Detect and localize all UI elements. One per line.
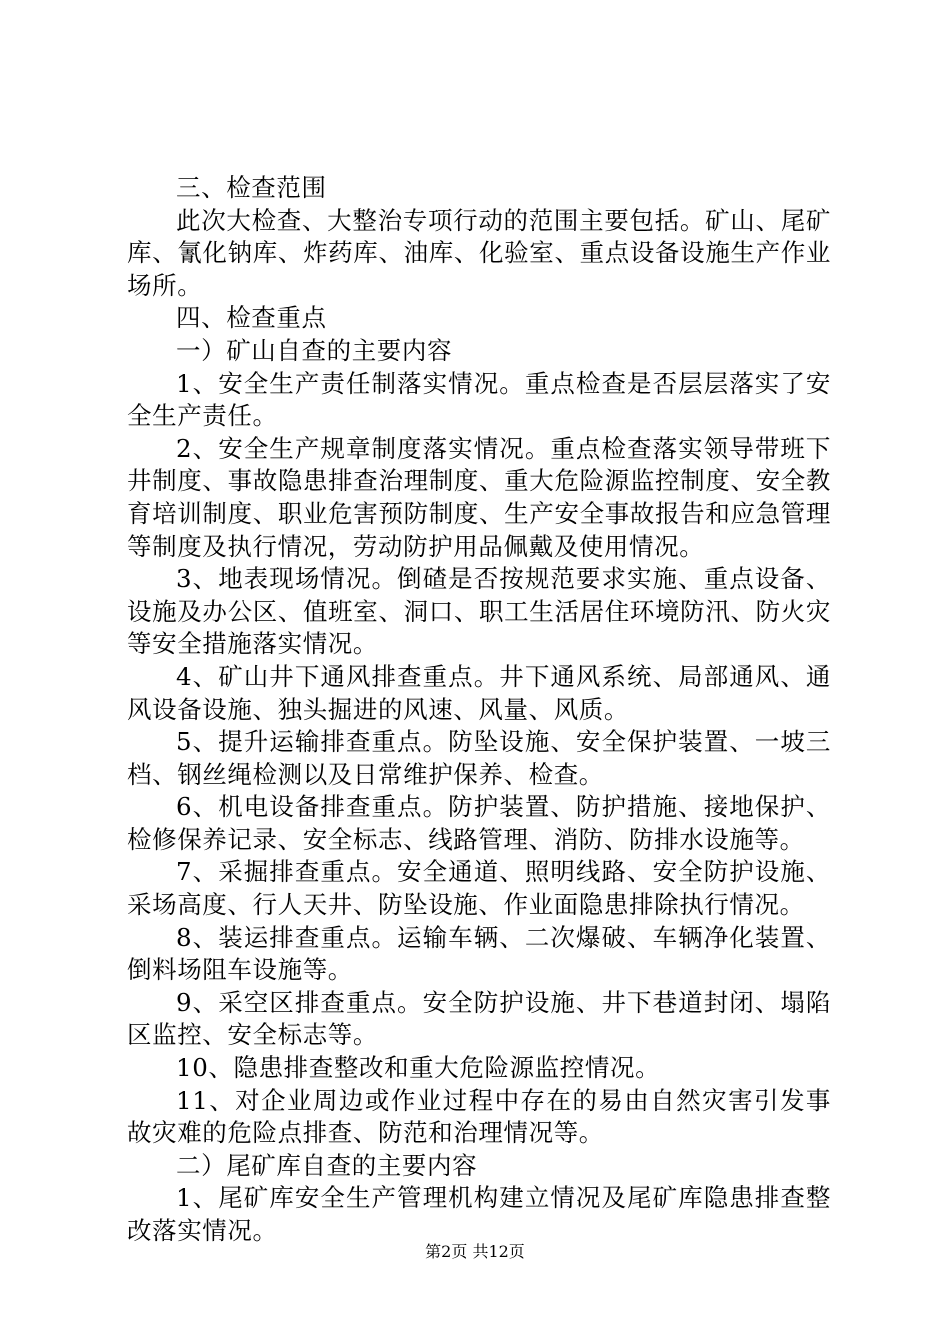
document-body	[127, 172, 831, 1248]
subheading-tailings: 二）尾矿库自查的主要内容	[176, 1150, 478, 1180]
list-item: 1、尾矿库安全生产管理机构建立情况及尾矿库隐患排查整改落实情况。	[127, 1183, 831, 1245]
list-item: 2、安全生产规章制度落实情况。重点检查落实领导带班下井制度、事故隐患排查治理制度、重大危险源监控制度、安全教育培训制度、职业危害预防制度、生产安全事故报告和应急管理等制度及执行情况，劳动防护用品佩戴及使用情况。	[127, 433, 831, 561]
list-item: 11、对企业周边或作业过程中存在的易由自然灾害引发事故灾难的危险点排查、防范和治理情况等。	[127, 1085, 831, 1148]
list-item: 4、矿山井下通风排查重点。井下通风系统、局部通风、通风设备设施、独头掘进的风速、风量、风质。	[127, 661, 831, 724]
paragraph-scope: 此次大检查、大整治专项行动的范围主要包括。矿山、尾矿库、氰化钠库、炸药库、油库、化验室、重点设备设施生产作业场所。	[127, 205, 831, 300]
list-item: 10、隐患排查整改和重大危险源监控情况。	[176, 1053, 661, 1083]
list-item: 3、地表现场情况。倒碴是否按规范要求实施、重点设备、设施及办公区、值班室、洞口、职工生活居住环境防汛、防火灾等安全措施落实情况。	[127, 564, 831, 659]
list-item: 6、机电设备排查重点。防护装置、防护措施、接地保护、检修保养记录、安全标志、线路管理、消防、防排水设施等。	[127, 792, 831, 854]
list-item: 1、安全生产责任制落实情况。重点检查是否层层落实了安全生产责任。	[127, 368, 831, 431]
list-item: 5、提升运输排查重点。防坠设施、安全保护装置、一坡三档、钢丝绳检测以及日常维护保养、检查。	[127, 727, 831, 789]
list-item: 8、装运排查重点。运输车辆、二次爆破、车辆净化装置、倒料场阻车设施等。	[127, 922, 831, 985]
list-item: 7、采掘排查重点。安全通道、照明线路、安全防护设施、采场高度、行人天井、防坠设施、作业面隐患排除执行情况。	[127, 857, 831, 920]
section-heading-focus: 四、检查重点	[176, 303, 327, 333]
page-number-footer: 第2页 共12页	[425, 1242, 525, 1261]
section-heading-scope: 三、检查范围	[176, 173, 327, 202]
list-item: 9、采空区排查重点。安全防护设施、井下巷道封闭、塌陷区监控、安全标志等。	[127, 987, 831, 1050]
subheading-mine: 一）矿山自查的主要内容	[176, 335, 453, 365]
